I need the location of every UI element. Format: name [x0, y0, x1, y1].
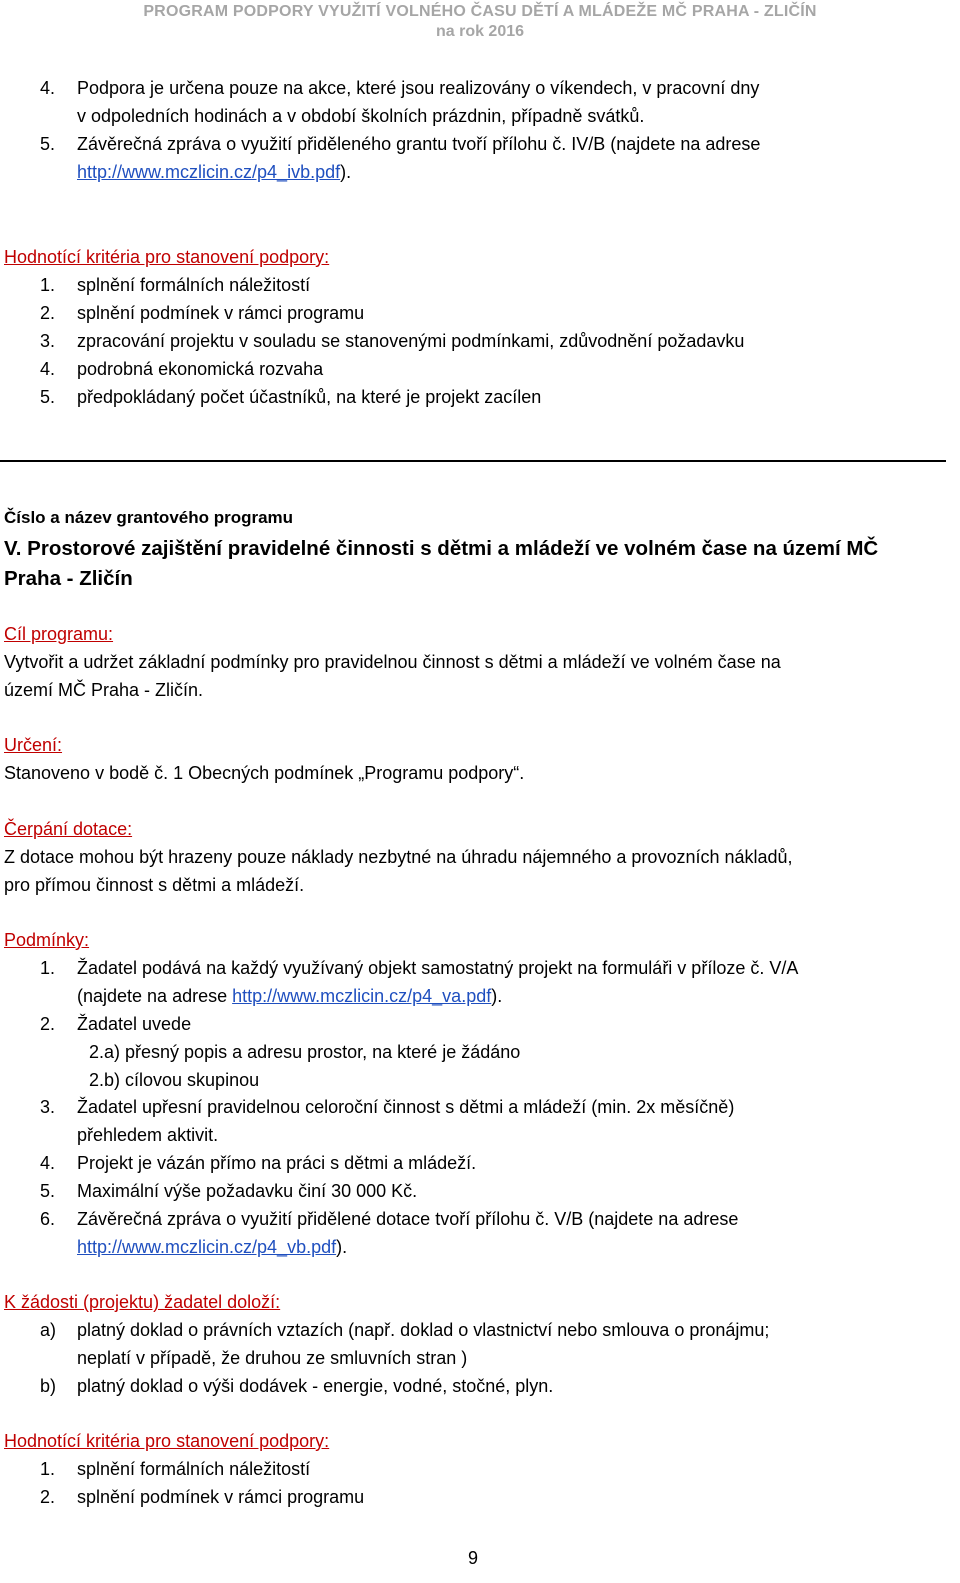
goal-text-cont: území MČ Praha - Zličín.	[4, 680, 204, 700]
page-number: 9	[467, 1548, 478, 1568]
form-link-va[interactable]: http://www.mczlicin.cz/p4_va.pdf	[232, 986, 492, 1006]
program-label: Číslo a název grantového programu	[4, 508, 294, 527]
purpose-heading: Určení:	[4, 735, 63, 755]
drawing-heading: Čerpání dotace:	[4, 819, 133, 839]
report-link-ivb[interactable]: http://www.mczlicin.cz/p4_ivb.pdf	[77, 162, 341, 182]
header-year: na rok 2016	[435, 23, 525, 40]
header-title: PROGRAM PODPORY VYUŽITÍ VOLNÉHO ČASU DĚTÍ A MLÁDEŽE MČ PRAHA - ZLIČÍN	[143, 3, 817, 20]
documents-heading: K žádosti (projektu) žadatel doloží:	[4, 1292, 281, 1312]
conditions-heading: Podmínky:	[4, 930, 90, 950]
program-title: V. Prostorové zajištění pravidelné činnosti s dětmi a mládeží ve volném čase na území MČ Praha - Zličín	[4, 537, 879, 590]
drawing-text: Z dotace mohou být hrazeny pouze náklady nezbytné na úhradu nájemného a provozních nákladů,	[4, 847, 793, 867]
purpose-text: Stanoveno v bodě č. 1 Obecných podmínek „Programu podpory“.	[4, 763, 525, 783]
goal-text: Vytvořit a udržet základní podmínky pro pravidelnou činnost s dětmi a mládeží ve volném čase na	[4, 652, 781, 672]
section-divider	[0, 460, 946, 462]
drawing-text-cont: pro přímou činnost s dětmi a mládeží.	[4, 875, 305, 895]
criteria-heading: Hodnotící kritéria pro stanovení podpory:	[4, 247, 330, 267]
report-link-vb[interactable]: http://www.mczlicin.cz/p4_vb.pdf	[77, 1237, 337, 1257]
goal-heading: Cíl programu:	[4, 624, 114, 644]
criteria-heading-2: Hodnotící kritéria pro stanovení podpory:	[4, 1431, 330, 1451]
